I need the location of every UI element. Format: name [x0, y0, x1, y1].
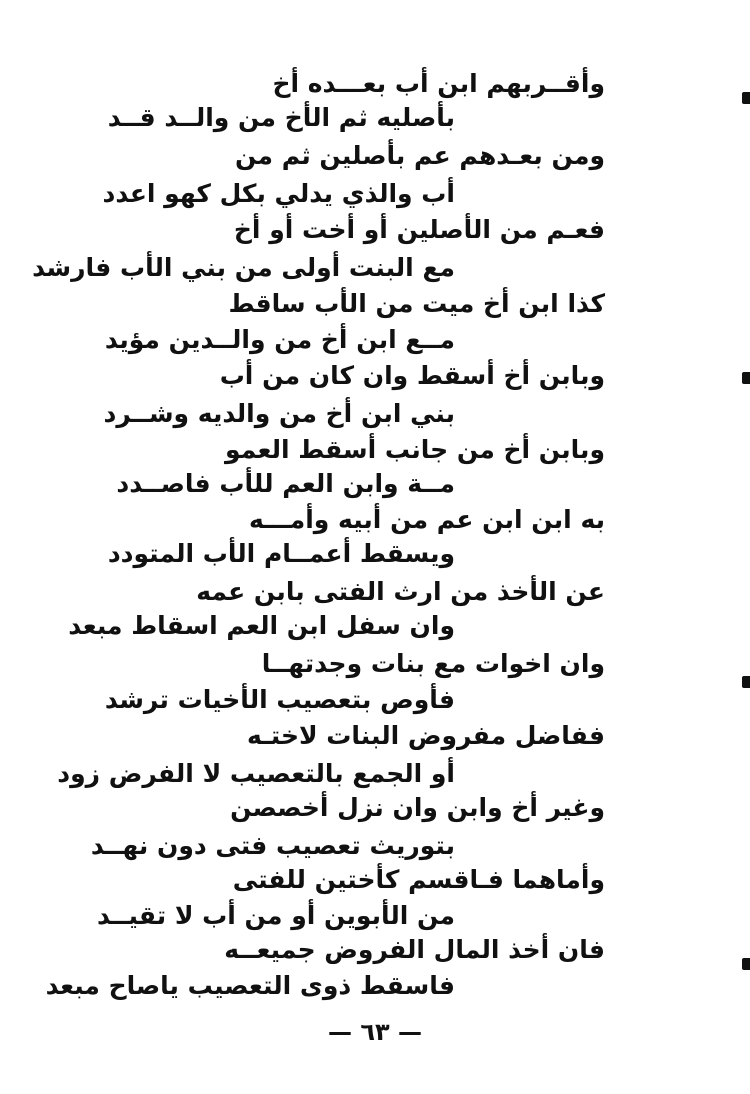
- verse-line: وبابن أخ من جانب أسقط العمو: [225, 435, 605, 464]
- margin-mark: [742, 958, 750, 970]
- verse-line: فأوص بتعصيب الأخيات ترشد: [104, 685, 455, 714]
- verse-line: وأماهما فـاقسم كأختين للفتى: [232, 865, 605, 894]
- verse-line: بني ابن أخ من والديه وشــرد: [103, 399, 455, 428]
- verse-line: مع البنت أولى من بني الأب فارشد: [32, 253, 455, 282]
- verse-line: فاسقط ذوى التعصيب ياصاح مبعد: [45, 971, 455, 1000]
- margin-mark: [742, 676, 750, 688]
- verse-line: بأصليه ثم الأخ من والــد قــد: [107, 103, 455, 132]
- verse-line: ويسقط أعمــام الأب المتودد: [107, 539, 455, 568]
- verse-line: فعـم من الأصلين أو أخت أو أخ: [233, 215, 605, 244]
- verse-line: من الأبوين أو من أب لا تقيــد: [97, 901, 455, 930]
- verse-line: مــع ابن أخ من والــدين مؤيد: [104, 325, 455, 354]
- verse-line: أب والذي يدلي بكل كهو اعدد: [102, 179, 455, 208]
- verse-line: فان أخذ المال الفروض جميعــه: [224, 935, 605, 964]
- verse-line: عن الأخذ من ارث الفتى بابن عمه: [196, 577, 605, 606]
- margin-mark: [742, 92, 750, 104]
- verse-line: مــة وابن العم للأب فاصــدد: [116, 469, 455, 498]
- verse-line: به ابن ابن عم من أبيه وأمـــه: [248, 505, 605, 534]
- page-number: — ٦٣ —: [327, 1018, 422, 1046]
- verse-line: وان سفل ابن العم اسقاط مبعد: [68, 611, 455, 640]
- verse-line: كذا ابن أخ ميت من الأب ساقط: [228, 289, 605, 318]
- verse-line: وأقــربهم ابن أب بعـــده أخ: [272, 69, 605, 98]
- verse-line: ففاضل مفروض البنات لاختـه: [247, 721, 605, 750]
- verse-line: وبابن أخ أسقط وان كان من أب: [219, 361, 605, 390]
- verse-line: وان اخوات مع بنات وجدتهــا: [261, 649, 605, 678]
- verse-line: وغير أخ وابن وان نزل أخصصن: [230, 793, 605, 822]
- verse-line: ومن بعـدهم عم بأصلين ثم من: [235, 141, 605, 170]
- verse-line: بتوريث تعصيب فتى دون نهــد: [90, 831, 455, 860]
- margin-mark: [742, 372, 750, 384]
- verse-line: أو الجمع بالتعصيب لا الفرض زود: [57, 759, 455, 788]
